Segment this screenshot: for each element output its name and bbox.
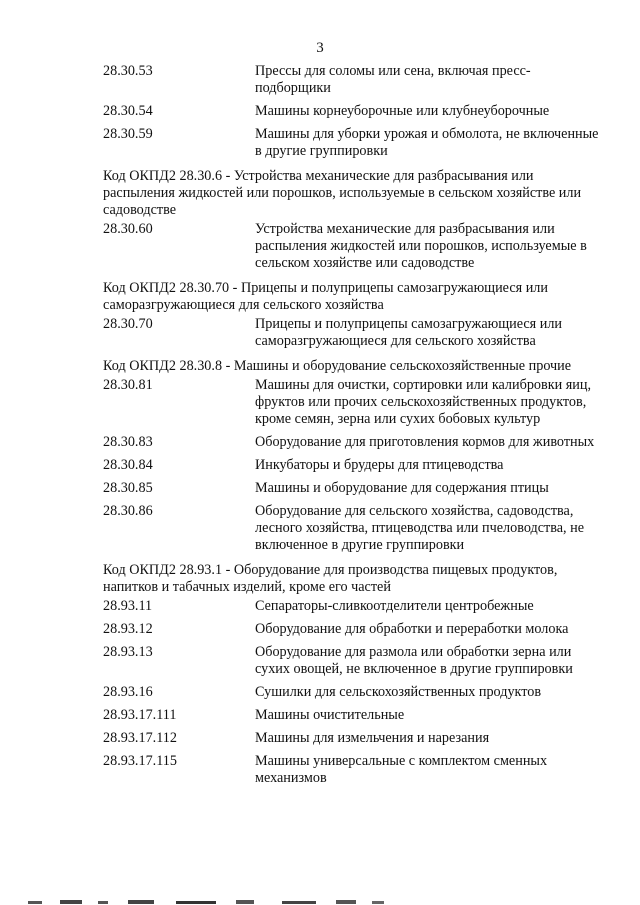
okpd-code: 28.93.12: [103, 621, 153, 637]
okpd-code: 28.30.59: [103, 126, 153, 142]
code-row: [103, 377, 603, 428]
okpd-code: 28.93.17.112: [103, 730, 177, 746]
code-description: Прессы для соломы или сена, включая пресс-подборщики: [255, 63, 531, 96]
code-row: [103, 503, 603, 554]
code-row: [103, 457, 603, 474]
document-body: [103, 63, 603, 793]
code-description: Машины корнеуборочные или клубнеуборочные: [255, 103, 550, 119]
code-description: Оборудование для приготовления кормов для животных: [255, 434, 595, 450]
code-description: Машины для измельчения и нарезания: [255, 730, 490, 746]
code-description: Машины очистительные: [255, 707, 405, 723]
section-header: Код ОКПД2 28.30.70 - Прицепы и полуприцепы самозагружающиеся или саморазгружающиеся для сельского хозяйства: [103, 280, 548, 313]
code-description: Прицепы и полуприцепы самозагружающиеся или саморазгружающиеся для сельского хозяйства: [255, 316, 563, 349]
okpd-code: 28.30.85: [103, 480, 153, 496]
okpd-code: 28.30.81: [103, 377, 153, 393]
code-row: [103, 684, 603, 701]
code-row: [103, 730, 603, 747]
code-description: Сушилки для сельскохозяйственных продуктов: [255, 684, 542, 700]
code-description: Машины и оборудование для содержания птицы: [255, 480, 549, 496]
code-row: [103, 480, 603, 497]
okpd-code: 28.93.13: [103, 644, 153, 660]
code-description: Оборудование для размола или обработки зерна или сухих овощей, не включенное в другие группировки: [255, 644, 573, 677]
code-description: Машины для очистки, сортировки или калибровки яиц, фруктов или прочих сельскохозяйственных продуктов, кроме семян, зерна или сухих бобовых культур: [255, 377, 591, 427]
code-description: Оборудование для обработки и переработки молока: [255, 621, 569, 637]
code-description: Машины для уборки урожая и обмолота, не включенные в другие группировки: [255, 126, 599, 159]
okpd-code: 28.30.86: [103, 503, 153, 519]
okpd-code: 28.30.83: [103, 434, 153, 450]
okpd-code: 28.93.11: [103, 598, 153, 614]
code-row: [103, 753, 603, 787]
code-row: [103, 598, 603, 615]
okpd-code: 28.30.84: [103, 457, 153, 473]
okpd-code: 28.30.54: [103, 103, 153, 119]
code-row: [103, 621, 603, 638]
okpd-code: 28.30.53: [103, 63, 153, 79]
code-row: [103, 63, 603, 97]
code-description: Машины универсальные с комплектом сменных механизмов: [255, 753, 548, 786]
page-number: 3: [316, 40, 324, 56]
code-row: [103, 221, 603, 272]
code-description: Инкубаторы и брудеры для птицеводства: [255, 457, 504, 473]
section-header: Код ОКПД2 28.93.1 - Оборудование для производства пищевых продуктов, напитков и табачных изделий, кроме его частей: [103, 562, 558, 595]
code-row: [103, 316, 603, 350]
okpd-code: 28.93.17.115: [103, 753, 177, 769]
code-description: Устройства механические для разбрасывания или распыления жидкостей или порошков, используемые в сельском хозяйстве или садоводстве: [255, 221, 587, 271]
code-row: [103, 126, 603, 160]
code-description: Сепараторы-сливкоотделители центробежные: [255, 598, 534, 614]
okpd-code: 28.93.17.111: [103, 707, 177, 723]
scan-artifact-strip: [0, 897, 640, 905]
code-row: [103, 103, 603, 120]
section-header: Код ОКПД2 28.30.8 - Машины и оборудование сельскохозяйственные прочие: [103, 358, 572, 374]
section-header: Код ОКПД2 28.30.6 - Устройства механические для разбрасывания или распыления жидкостей или порошков, используемые в сельском хозяйстве или садоводстве: [103, 168, 582, 218]
okpd-code: 28.93.16: [103, 684, 153, 700]
okpd-code: 28.30.70: [103, 316, 153, 332]
code-row: [103, 644, 603, 678]
code-description: Оборудование для сельского хозяйства, садоводства, лесного хозяйства, птицеводства или пчеловодства, не включенное в другие группировки: [255, 503, 585, 553]
code-row: [103, 434, 603, 451]
okpd-code: 28.30.60: [103, 221, 153, 237]
code-row: [103, 707, 603, 724]
